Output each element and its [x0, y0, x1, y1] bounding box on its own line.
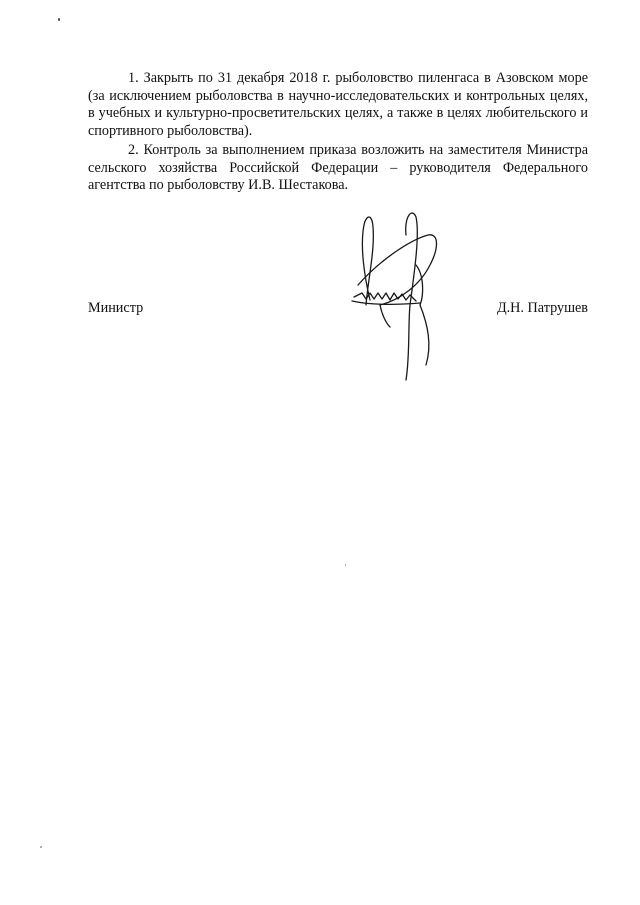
scan-speck — [40, 846, 42, 848]
signatory-position: Министр — [88, 300, 144, 316]
paragraph-1: 1. Закрыть по 31 декабря 2018 г. рыболовство пиленгаса в Азовском море (за исключением рыболовства в научно-исследовательских и контрольных целях, в учебных и культурно-просветительских целях, а также в целях любительского и спортивного рыболовства). — [88, 70, 588, 139]
scan-speck — [345, 564, 346, 566]
scan-speck — [58, 18, 60, 21]
handwritten-signature — [340, 205, 450, 385]
signatory-name: Д.Н. Патрушев — [496, 300, 588, 316]
paragraph-2: 2. Контроль за выполнением приказа возложить на заместителя Министра сельского хозяйства Российской Федерации – руководителя Федерального агентства по рыболовству И.В. Шестакова. — [88, 142, 588, 194]
